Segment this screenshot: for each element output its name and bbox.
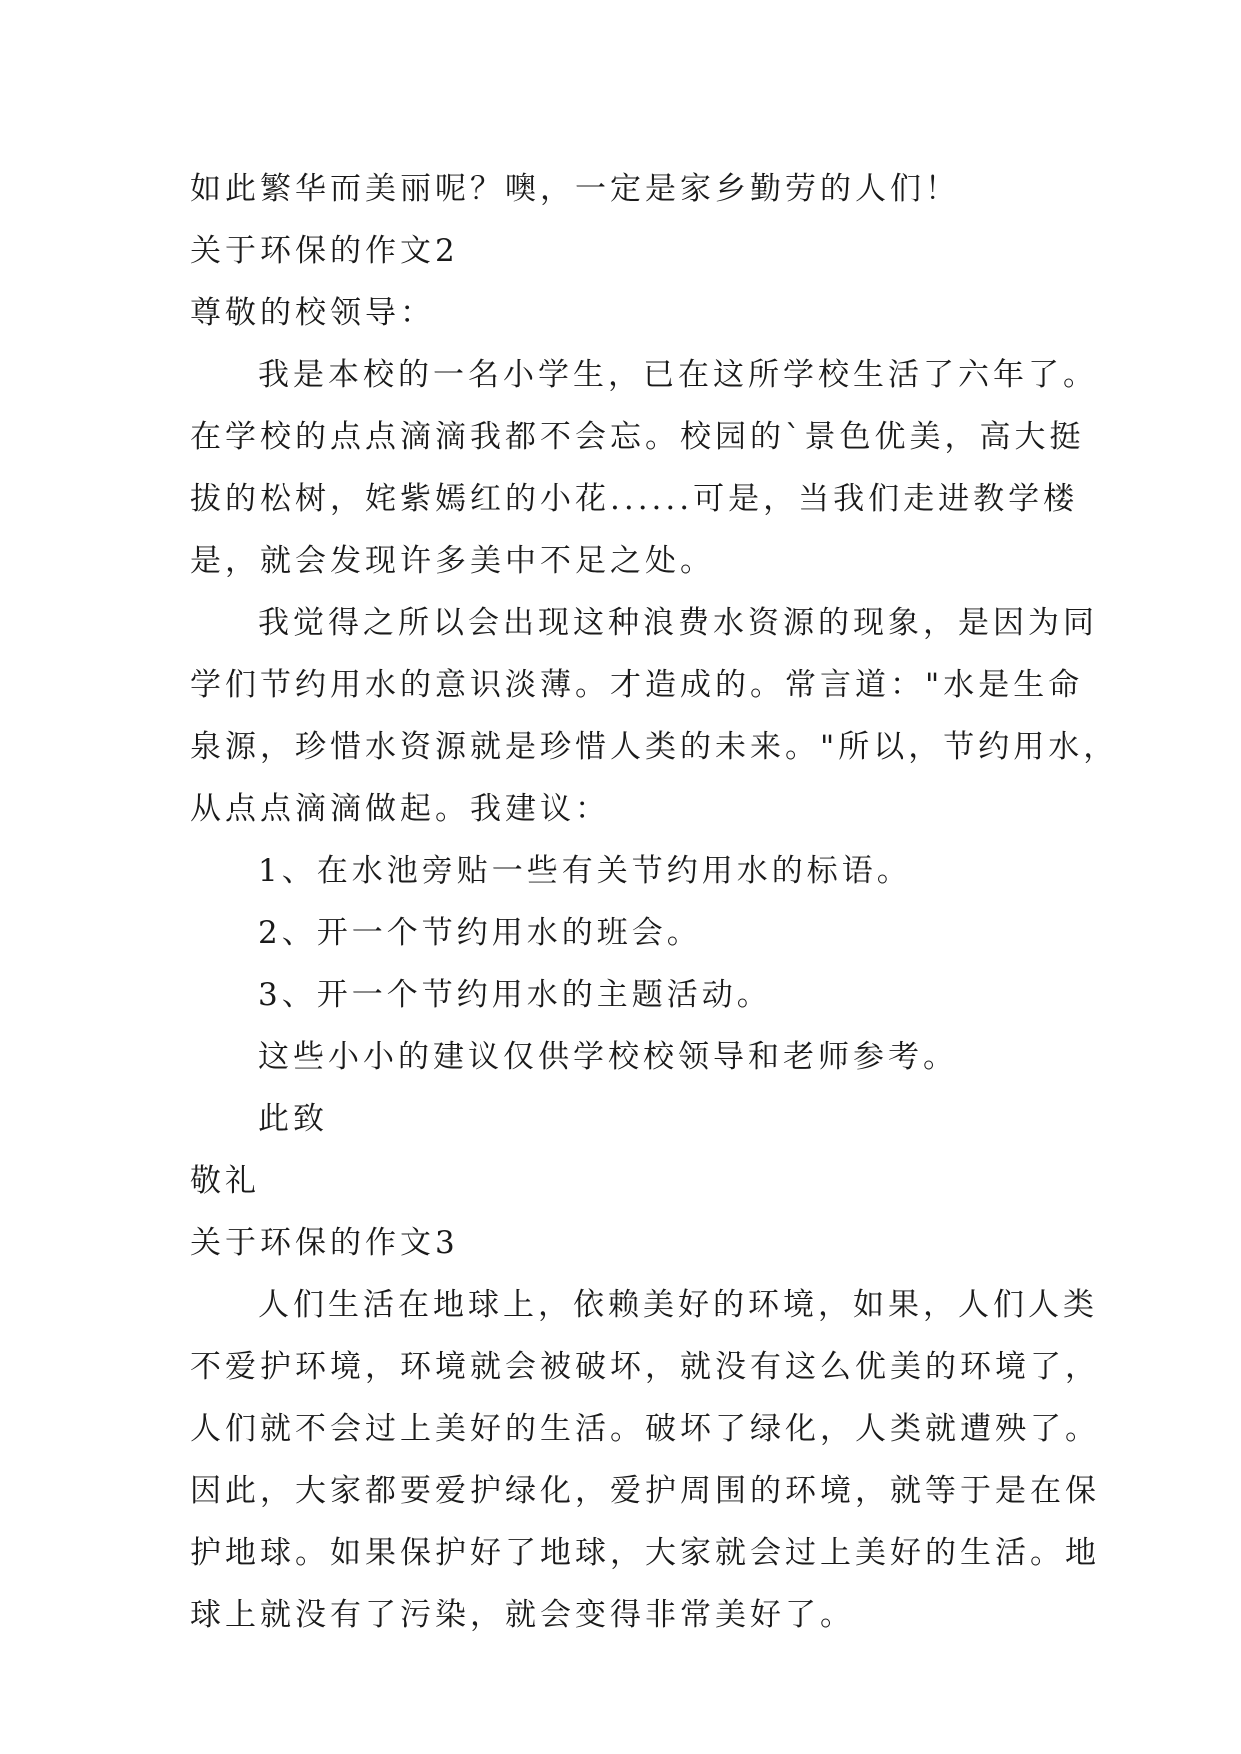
suggestion-item: 2、开一个节约用水的班会。: [258, 915, 702, 951]
text-line: 我觉得之所以会出现这种浪费水资源的现象，是因为同: [258, 605, 1098, 641]
closing-line: 敬礼: [190, 1163, 260, 1199]
text-line: 我是本校的一名小学生，已在这所学校生活了六年了。: [258, 357, 1098, 393]
text-line: 护地球。如果保护好了地球，大家就会过上美好的生活。地: [190, 1535, 1100, 1571]
text-line: 人们就不会过上美好的生活。破坏了绿化，人类就遭殃了。: [190, 1411, 1100, 1447]
salutation: 尊敬的校领导：: [190, 295, 435, 331]
suggestion-item: 3、开一个节约用水的主题活动。: [258, 977, 772, 1013]
text-line: 如此繁华而美丽呢？噢，一定是家乡勤劳的人们！: [190, 171, 960, 207]
text-line: 是，就会发现许多美中不足之处。: [190, 543, 715, 579]
text-line: 在学校的点点滴滴我都不会忘。校园的`景色优美，高大挺: [190, 419, 1085, 455]
document-body: [190, 158, 1119, 1646]
suggestion-item: 1、在水池旁贴一些有关节约用水的标语。: [258, 853, 912, 889]
text-line: 这些小小的建议仅供学校校领导和老师参考。: [258, 1039, 958, 1075]
text-line: 因此，大家都要爱护绿化，爱护周围的环境，就等于是在保: [190, 1473, 1100, 1509]
essay-heading: 关于环保的作文3: [190, 1225, 459, 1261]
text-line: 球上就没有了污染，就会变得非常美好了。: [190, 1597, 855, 1633]
closing-line: 此致: [258, 1101, 328, 1137]
essay-heading: 关于环保的作文2: [190, 233, 459, 269]
text-line: 泉源，珍惜水资源就是珍惜人类的未来。"所以，节约用水，: [190, 729, 1119, 765]
text-line: 不爱护环境，环境就会被破坏，就没有这么优美的环境了，: [190, 1349, 1100, 1385]
text-line: 从点点滴滴做起。我建议：: [190, 791, 610, 827]
text-line: 人们生活在地球上，依赖美好的环境，如果，人们人类: [258, 1287, 1098, 1323]
text-line: 拔的松树，姹紫嫣红的小花......可是，当我们走进教学楼: [190, 481, 1079, 517]
text-line: 学们节约用水的意识淡薄。才造成的。常言道："水是生命: [190, 667, 1084, 703]
